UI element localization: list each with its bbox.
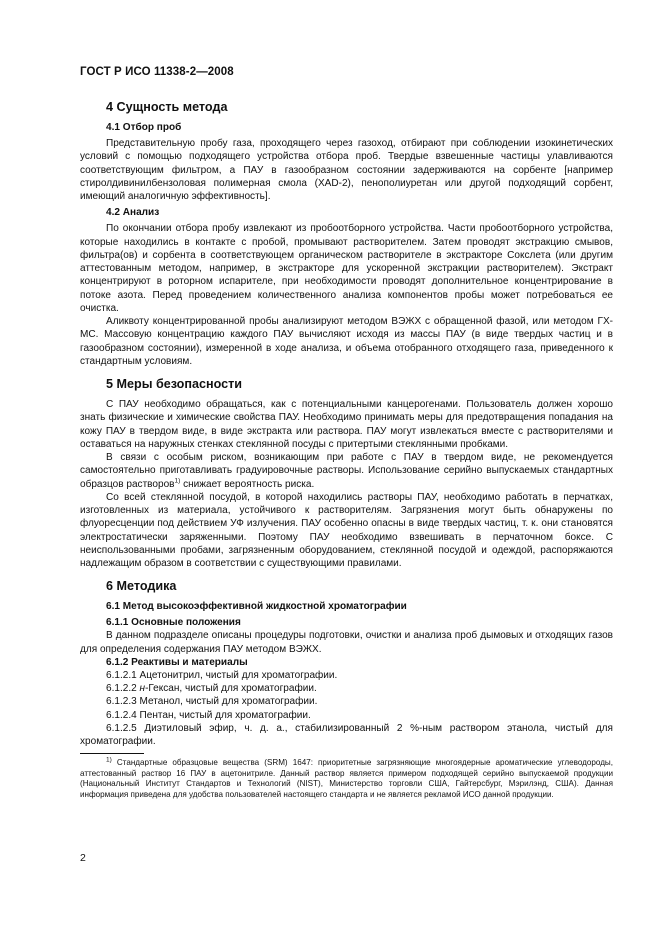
section-5-heading: 5 Меры безопасности [106,377,243,391]
subsection-4-1-heading: 4.1 Отбор проб [106,122,182,133]
footnote-reference: 1) [174,477,181,485]
list-item: 6.1.2.1 Ацетонитрил, чистый для хроматографии. [106,669,338,681]
list-item: 6.1.2.5 Диэтиловый эфир, ч. д. а., стабилизированный 2 %-ным раствором этанола, чистый для хроматографии. [80,722,613,747]
section-6-heading: 6 Методика [106,579,177,594]
item-text: -Гексан, чистый для хроматографии. [145,683,317,694]
subsection-6-1-2-heading: 6.1.2 Реактивы и материалы [106,656,248,668]
document-header: ГОСТ Р ИСО 11338-2—2008 [80,66,234,78]
paragraph: Представительную пробу газа, проходящего через газоход, отбирают при соблюдении изокинетических условий с помощью подходящего устройства отбора проб. Твердые взвешенные частицы улавливаются соответствующим фильтром, а ПАУ в газообразном состоянии задерживаются на сорбенте [например стиролдивинилбензоловая полимерная смола (XAD-2), пенополиуретан или другой подходящий сорбент, имеющий аналогичную эффективность]. [80,138,613,202]
paragraph-text: В связи с особым риском, возникающим при работе с ПАУ в твердом виде, не рекомендуется самостоятельно приготавливать градуировочные растворы. Использование серийно выпускаемых стандартных образцов растворов [80,452,613,490]
footnote-divider [80,753,144,754]
section-4-heading: 4 Сущность метода [106,100,228,114]
paragraph: В данном подразделе описаны процедуры подготовки, очистки и анализа проб дымовых и отходящих газов для определения содержания ПАУ методом ВЭЖХ. [80,630,613,655]
paragraph: По окончании отбора пробу извлекают из пробоотборного устройства. Части пробоотборного устройства, которые находились в контакте с пробой, промывают растворителем. Затем проводят экстракцию смывов, фильтра(ов) и сорбента в соответствующем органическом растворителе в экстракторе Сокслета (или другим аттестованным методом, например, в экстракторе для ускоренной экстракции растворителем). Экстракт концентрируют в роторном испарителе, при необходимости проводят дополнительное концентрирование в потоке азота. Перед проведением количественного анализа компонентов пробы может потребоваться ее очистка. [80,223,613,314]
footnote [80,758,613,800]
paragraph: Аликвоту концентрированной пробы анализируют методом ВЭЖХ с обращенной фазой, или методом ГХ-МС. Массовую концентрацию каждого ПАУ вычисляют исходя из массы ПАУ (в виде твердых частиц и в газообразном состоянии), измеренной в ходе анализа, и объема отобранного отходящего газа, приведенного к стандартным условиям. [80,316,613,367]
list-item: 6.1.2.3 Метанол, чистый для хроматографии. [106,696,318,708]
subsection-4-2-heading: 4.2 Анализ [106,207,160,219]
item-prefix: н [139,683,146,694]
list-item: 6.1.2.4 Пентан, чистый для хроматографии. [106,709,311,721]
footnote-mark: 1) [106,756,112,764]
footnote-text: Стандартные образцовые вещества (SRM) 1647: приоритетные загрязняющие многоядерные ароматические углеводороды, аттестованный раствор 16 ПАУ в ацетонитриле. Данный раствор является примером подходящей серийно выпускаемой продукции (Национальный Институт Стандартов и Технологий (NIST), Министерство торговли США, Гайтерсбург, Мэрилэнд, США). Данная информация приведена для удобства пользователей настоящего стандарта и не является рекламой ИСО данной продукции. [80,758,613,800]
list-item [80,682,613,695]
item-number: 6.1.2.2 [106,683,140,694]
paragraph [80,451,613,491]
subsection-6-1-heading: 6.1 Метод высокоэффективной жидкостной хроматографии [106,601,407,613]
document-body [80,100,613,801]
paragraph-text: снижает вероятность риска. [180,478,315,490]
subsection-6-1-1-heading: 6.1.1 Основные положения [106,617,241,629]
paragraph: С ПАУ необходимо обращаться, как с потенциальными канцерогенами. Пользователь должен хорошо знать физические и химические свойства ПАУ. Необходимо принимать меры для предотвращения попадания на кожу ПАУ в твердом виде, в виде экстракта или раствора. ПАУ могут извлекаться вместе с растворителями и оставаться на наружных стенках стеклянной посуды с притертыми стеклянными пробками. [80,399,613,450]
page-number: 2 [80,852,86,864]
paragraph: Со всей стеклянной посудой, в которой находились растворы ПАУ, необходимо работать в перчатках, изготовленных из материала, устойчивого к растворителям. Загрязнения могут быть обнаружены по флуоресценции под действием УФ излучения. ПАУ особенно опасны в виде твердых частиц, т. к. они становятся электростатически заряженными. Поэтому ПАУ необходимо взвешивать в перчаточном боксе. С неиспользованными пробами, загрязненным оборудованием, стеклянной посудой и одеждой, распоряжаются надлежащим образом в соответствии с существующими правилами. [80,491,613,569]
